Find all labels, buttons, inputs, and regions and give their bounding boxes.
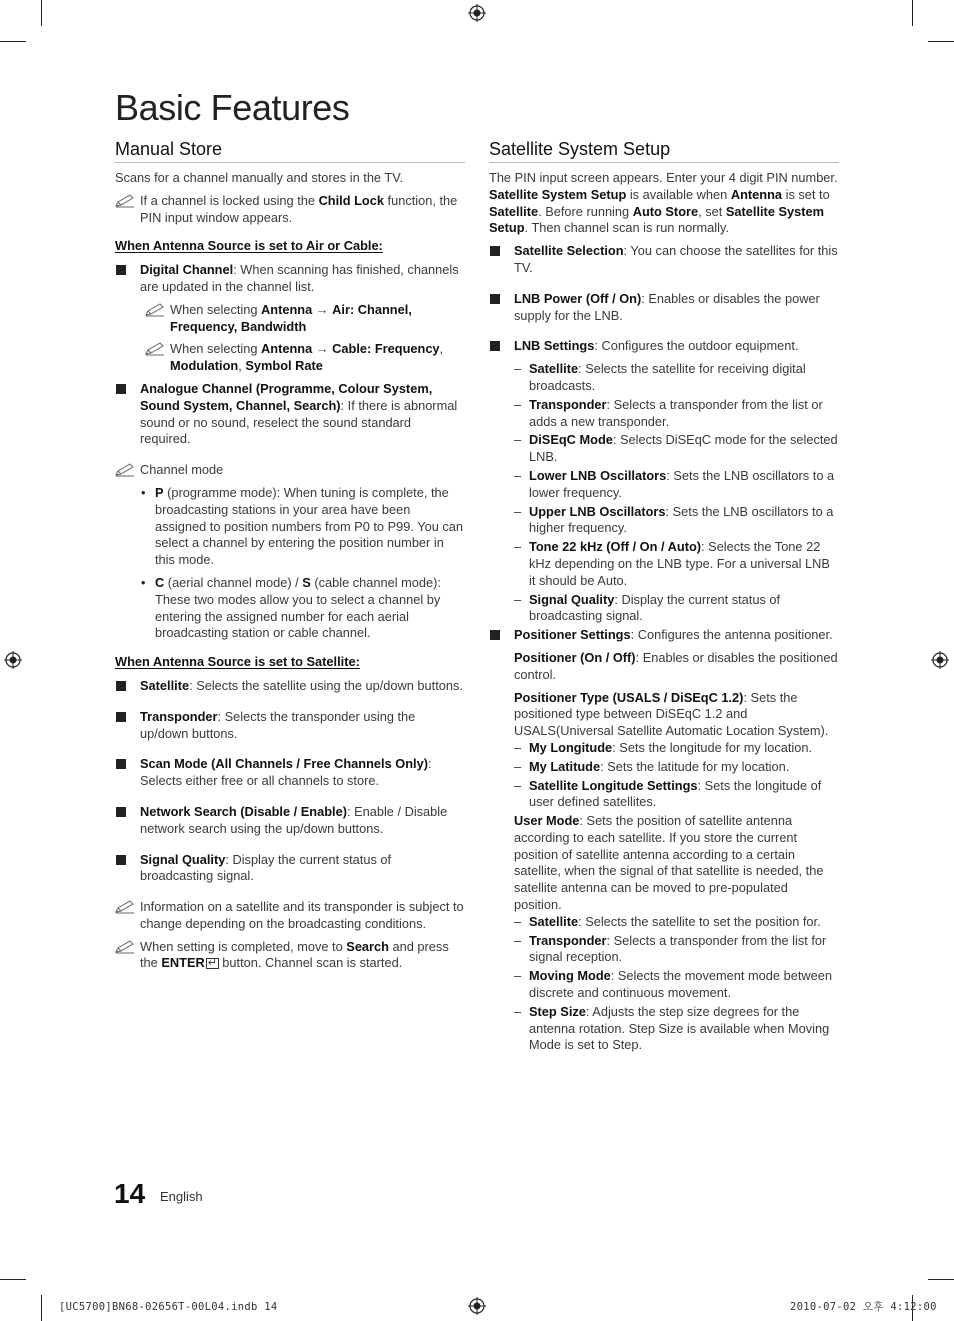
square-bullet-icon	[116, 681, 126, 691]
lnb-item-upper-oscillators: – Upper LNB Oscillators: Sets the LNB oscillators to a higher frequency.	[514, 503, 834, 536]
type-item-my-longitude: – My Longitude: Sets the longitude for my location.	[514, 739, 813, 755]
square-bullet-icon	[116, 712, 126, 722]
manual-store-heading: Manual Store	[115, 138, 465, 163]
registration-mark-icon	[468, 4, 486, 22]
manual-store-intro: Scans for a channel manually and stores in the TV.	[115, 170, 404, 185]
square-bullet-icon	[116, 384, 126, 394]
square-bullet-icon	[490, 246, 500, 256]
square-bullet-icon	[116, 807, 126, 817]
crop-mark	[41, 0, 42, 26]
page-title: Basic Features	[115, 87, 350, 128]
list-item-transponder: Transponder: Selects the transponder using the up/down buttons.	[115, 709, 465, 743]
user-item-moving-mode: – Moving Mode: Selects the movement mode between discrete and continuous movement.	[514, 968, 832, 1001]
type-item-satellite-longitude: – Satellite Longitude Settings: Sets the longitude of user defined satellites.	[514, 777, 822, 810]
list-item-network-search: Network Search (Disable / Enable): Enable / Disable network search using the up/down buttons.	[115, 804, 465, 838]
list-item-scan-mode: Scan Mode (All Channels / Free Channels Only): Selects either free or all channels to store.	[115, 756, 465, 790]
list-item-signal-quality: Signal Quality: Display the current status of broadcasting signal.	[115, 852, 465, 886]
lnb-item-transponder: – Transponder: Selects a transponder from the list or adds a new transponder.	[514, 396, 823, 429]
square-bullet-icon	[490, 341, 500, 351]
pencil-note-icon	[115, 940, 135, 954]
crop-mark	[928, 41, 954, 42]
type-item-my-latitude: – My Latitude: Sets the latitude for my location.	[514, 758, 790, 774]
list-item-positioner-settings: Positioner Settings: Configures the antenna positioner.	[489, 627, 839, 644]
note-antenna-cable: When selecting Antenna → Cable: Frequency, Modulation, Symbol Rate	[145, 341, 465, 375]
satellite-setup-column	[489, 138, 839, 1056]
page-language: English	[160, 1189, 203, 1204]
square-bullet-icon	[116, 265, 126, 275]
dot-bullet-icon: •	[141, 484, 146, 500]
list-item-mode-p: • P (programme mode): When tuning is complete, the broadcasting stations in your area have been assigned to position numbers from P0 to P99. You can select a channel by entering the position number in this mode.	[141, 484, 464, 568]
crop-mark	[0, 41, 26, 42]
pencil-note-icon	[145, 303, 165, 317]
note-child-lock: If a channel is locked using the Child Lock function, the PIN input window appears.	[115, 193, 465, 227]
section-heading-air-cable: When Antenna Source is set to Air or Cable:	[115, 238, 383, 254]
list-item-lnb-power: LNB Power (Off / On): Enables or disables the power supply for the LNB.	[489, 291, 839, 325]
satellite-setup-heading: Satellite System Setup	[489, 138, 839, 163]
list-item-lnb-settings: LNB Settings: Configures the outdoor equipment.	[489, 338, 839, 355]
crop-mark	[0, 1279, 26, 1280]
list-item-digital-channel: Digital Channel: When scanning has finished, channels are updated in the channel list.	[115, 262, 465, 296]
registration-mark-icon	[931, 651, 949, 669]
registration-mark-icon	[468, 1297, 486, 1315]
lnb-item-satellite: – Satellite: Selects the satellite for receiving digital broadcasts.	[514, 361, 806, 393]
crop-mark	[928, 1279, 954, 1280]
lnb-item-diseqc-mode: – DiSEqC Mode: Selects DiSEqC mode for the selected LNB.	[514, 432, 838, 465]
square-bullet-icon	[490, 630, 500, 640]
lnb-item-lower-oscillators: – Lower LNB Oscillators: Sets the LNB oscillators to a lower frequency.	[514, 467, 835, 500]
user-mode: User Mode: Sets the position of satellite antenna according to each satellite. If you store the current position of satellite antenna according to a certain satellite, when the signal of that satellite is needed, the satellite antenna can be moved to pre-populated position.	[514, 813, 824, 913]
lnb-item-tone-22khz: – Tone 22 kHz (Off / On / Auto): Selects the Tone 22 kHz depending on the LNB type. For a universal LNB it should be Auto.	[514, 539, 830, 588]
list-item-satellite-selection: Satellite Selection: You can choose the satellites for this TV.	[489, 243, 839, 277]
lnb-item-signal-quality: – Signal Quality: Display the current status of broadcasting signal.	[514, 591, 781, 624]
pencil-note-icon	[115, 194, 135, 208]
square-bullet-icon	[116, 759, 126, 769]
note-setting-complete: When setting is completed, move to Search and press the ENTER↵ button. Channel scan is started.	[115, 939, 465, 973]
section-heading-satellite: When Antenna Source is set to Satellite:	[115, 654, 360, 670]
positioner-type: Positioner Type (USALS / DiSEqC 1.2): Sets the positioned type between DiSEqC 1.2 and USALS(Universal Satellite Automatic Location System).	[514, 689, 829, 739]
pencil-note-icon	[145, 342, 165, 356]
list-item-satellite: Satellite: Selects the satellite using the up/down buttons.	[115, 678, 465, 695]
page-number: 14	[114, 1178, 146, 1209]
note-antenna-air: When selecting Antenna → Air: Channel, Frequency, Bandwidth	[145, 302, 465, 336]
square-bullet-icon	[116, 855, 126, 865]
enter-icon	[206, 958, 219, 969]
square-bullet-icon	[490, 294, 500, 304]
registration-mark-icon	[4, 651, 22, 669]
positioner-on-off: Positioner (On / Off): Enables or disables the positioned control.	[514, 649, 838, 682]
user-item-satellite: – Satellite: Selects the satellite to set the position for.	[514, 913, 821, 929]
user-item-step-size: – Step Size: Adjusts the step size degrees for the antenna rotation. Step Size is available when Moving Mode is set to Step.	[514, 1003, 830, 1053]
list-item-analogue-channel: Analogue Channel (Programme, Colour System, Sound System, Channel, Search): If there is abnormal sound or no sound, reselect the sound standard required.	[115, 381, 465, 448]
note-channel-mode: Channel mode	[115, 462, 465, 479]
satellite-setup-intro: The PIN input screen appears. Enter your 4 digit PIN number. Satellite System Setup is available when Antenna is set to Satellite. Before running Auto Store, set Satellite System Setup. Then channel scan is run normally.	[489, 170, 838, 236]
user-item-transponder: – Transponder: Selects a transponder from the list for signal reception.	[514, 932, 827, 965]
crop-mark	[41, 1295, 42, 1321]
crop-mark	[912, 0, 913, 26]
print-slug-file: [UC5700]BN68-02656T-00L04.indb 14	[59, 1301, 278, 1313]
note-satellite-info: Information on a satellite and its transponder is subject to change depending on the broadcasting conditions.	[115, 899, 465, 933]
list-item-mode-c: • C (aerial channel mode) / S (cable channel mode): These two modes allow you to select a channel by entering the assigned number for each aerial broadcasting station or cable channel.	[141, 574, 441, 641]
dot-bullet-icon: •	[141, 574, 146, 590]
manual-store-column	[115, 138, 465, 978]
print-slug-date: 2010-07-02 오후 4:12:00	[790, 1301, 937, 1313]
pencil-note-icon	[115, 463, 135, 477]
pencil-note-icon	[115, 900, 135, 914]
